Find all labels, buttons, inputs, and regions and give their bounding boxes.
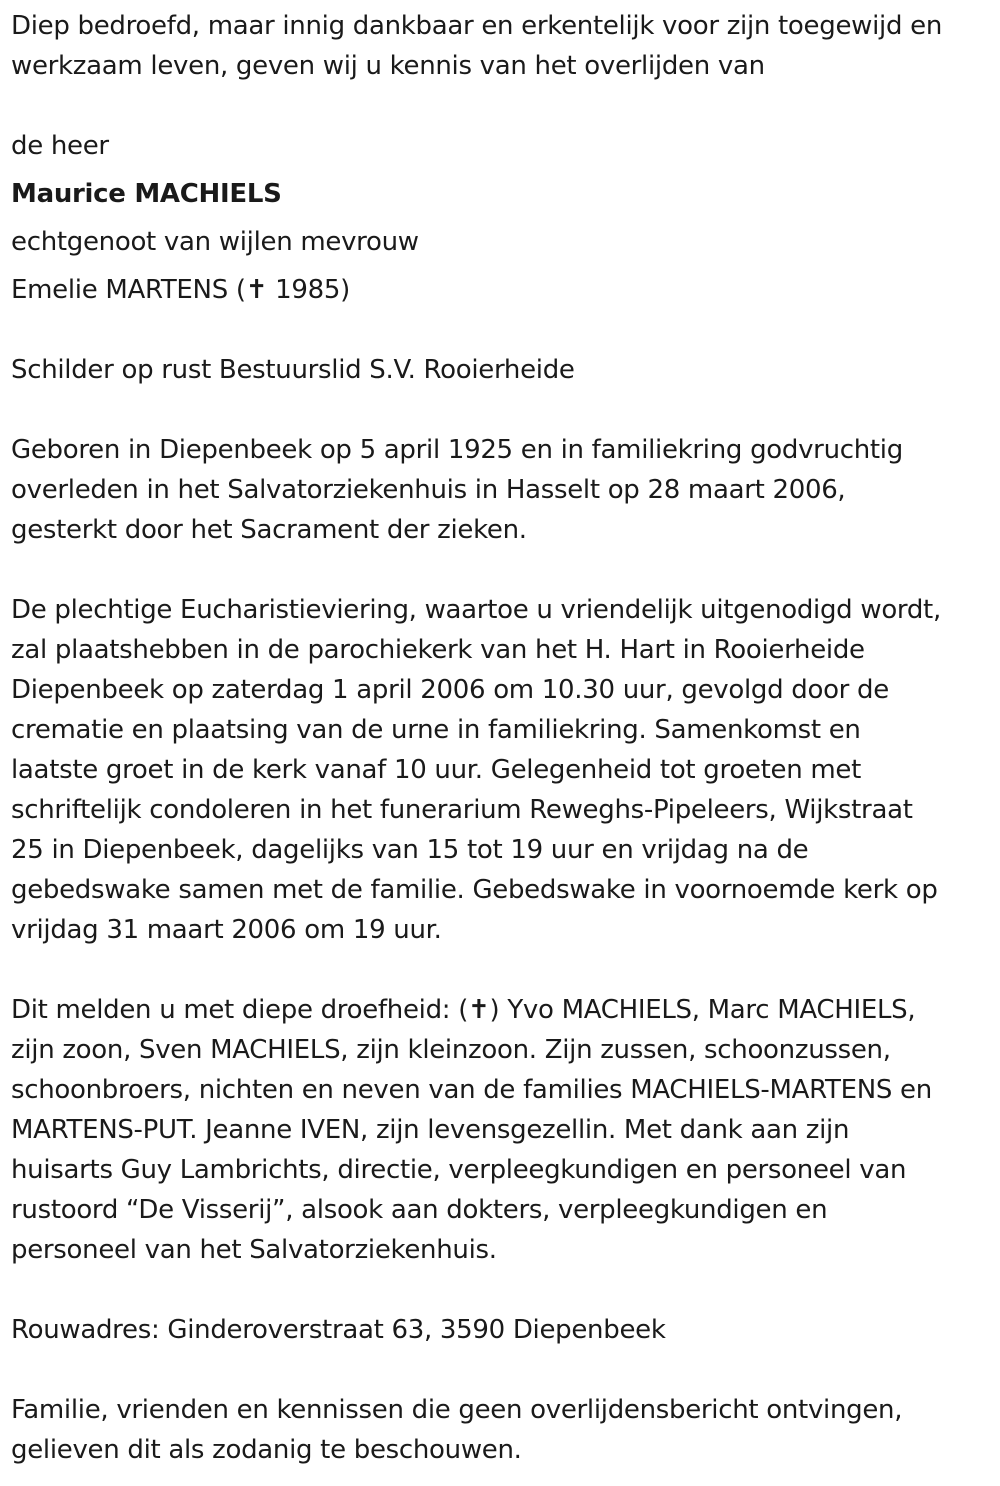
closing-paragraph bbox=[11, 1390, 997, 1470]
family-line: schoonbroers, nichten en neven van de families MACHIELS-MARTENS en bbox=[11, 1075, 932, 1105]
spouse-name bbox=[11, 270, 997, 310]
death-notice bbox=[11, 6, 997, 1470]
ceremony-paragraph bbox=[11, 590, 997, 950]
family-line: personeel van het Salvatorziekenhuis. bbox=[11, 1235, 497, 1265]
closing-line: Familie, vrienden en kennissen die geen overlijdensbericht ontvingen, bbox=[11, 1395, 903, 1425]
spouse-name-text: Emelie MARTENS (✝ 1985) bbox=[11, 275, 350, 305]
address-text: Rouwadres: Ginderoverstraat 63, 3590 Diepenbeek bbox=[11, 1315, 666, 1345]
family-line: zijn zoon, Sven MACHIELS, zijn kleinzoon. Zijn zussen, schoonzussen, bbox=[11, 1035, 891, 1065]
intro-paragraph bbox=[11, 6, 997, 86]
birth-death-line: Geboren in Diepenbeek op 5 april 1925 en in familiekring godvruchtig bbox=[11, 435, 903, 465]
ceremony-line: zal plaatshebben in de parochiekerk van het H. Hart in Rooierheide bbox=[11, 635, 865, 665]
spacer bbox=[11, 550, 997, 590]
ceremony-line: vrijdag 31 maart 2006 om 19 uur. bbox=[11, 915, 442, 945]
title-prefix-text: de heer bbox=[11, 131, 109, 161]
family-line: Dit melden u met diepe droefheid: (✝) Yvo MACHIELS, Marc MACHIELS, bbox=[11, 995, 916, 1025]
spacer bbox=[11, 86, 997, 126]
intro-line: Diep bedroefd, maar innig dankbaar en erkentelijk voor zijn toegewijd en bbox=[11, 11, 942, 41]
spacer bbox=[11, 950, 997, 990]
ceremony-line: 25 in Diepenbeek, dagelijks van 15 tot 19 uur en vrijdag na de bbox=[11, 835, 809, 865]
ceremony-line: laatste groet in de kerk vanaf 10 uur. Gelegenheid tot groeten met bbox=[11, 755, 861, 785]
family-line: huisarts Guy Lambrichts, directie, verpleegkundigen en personeel van bbox=[11, 1155, 907, 1185]
spacer bbox=[11, 390, 997, 430]
family-line: MARTENS-PUT. Jeanne IVEN, zijn levensgezellin. Met dank aan zijn bbox=[11, 1115, 850, 1145]
ceremony-line: De plechtige Eucharistieviering, waartoe u vriendelijk uitgenodigd wordt, bbox=[11, 595, 941, 625]
ceremony-line: gebedswake samen met de familie. Gebedswake in voornoemde kerk op bbox=[11, 875, 938, 905]
family-paragraph bbox=[11, 990, 997, 1270]
spacer bbox=[11, 1350, 997, 1390]
ceremony-line: schriftelijk condoleren in het funerarium Reweghs-Pipeleers, Wijkstraat bbox=[11, 795, 913, 825]
occupation bbox=[11, 350, 997, 390]
spacer bbox=[11, 310, 997, 350]
spouse-intro-text: echtgenoot van wijlen mevrouw bbox=[11, 227, 419, 257]
ceremony-line: Diepenbeek op zaterdag 1 april 2006 om 10.30 uur, gevolgd door de bbox=[11, 675, 889, 705]
family-line: rustoord “De Visserij”, alsook aan dokters, verpleegkundigen en bbox=[11, 1195, 828, 1225]
spouse-intro bbox=[11, 222, 997, 262]
birth-death-line: overleden in het Salvatorziekenhuis in Hasselt op 28 maart 2006, bbox=[11, 475, 846, 505]
birth-death-line: gesterkt door het Sacrament der zieken. bbox=[11, 515, 527, 545]
occupation-text: Schilder op rust Bestuurslid S.V. Rooierheide bbox=[11, 355, 575, 385]
intro-line: werkzaam leven, geven wij u kennis van het overlijden van bbox=[11, 51, 765, 81]
ceremony-line: crematie en plaatsing van de urne in familiekring. Samenkomst en bbox=[11, 715, 861, 745]
closing-line: gelieven dit als zodanig te beschouwen. bbox=[11, 1435, 522, 1465]
title-prefix bbox=[11, 126, 997, 166]
birth-death-paragraph bbox=[11, 430, 997, 550]
spacer bbox=[11, 1270, 997, 1310]
deceased-name: Maurice MACHIELS bbox=[11, 179, 282, 209]
address bbox=[11, 1310, 997, 1350]
